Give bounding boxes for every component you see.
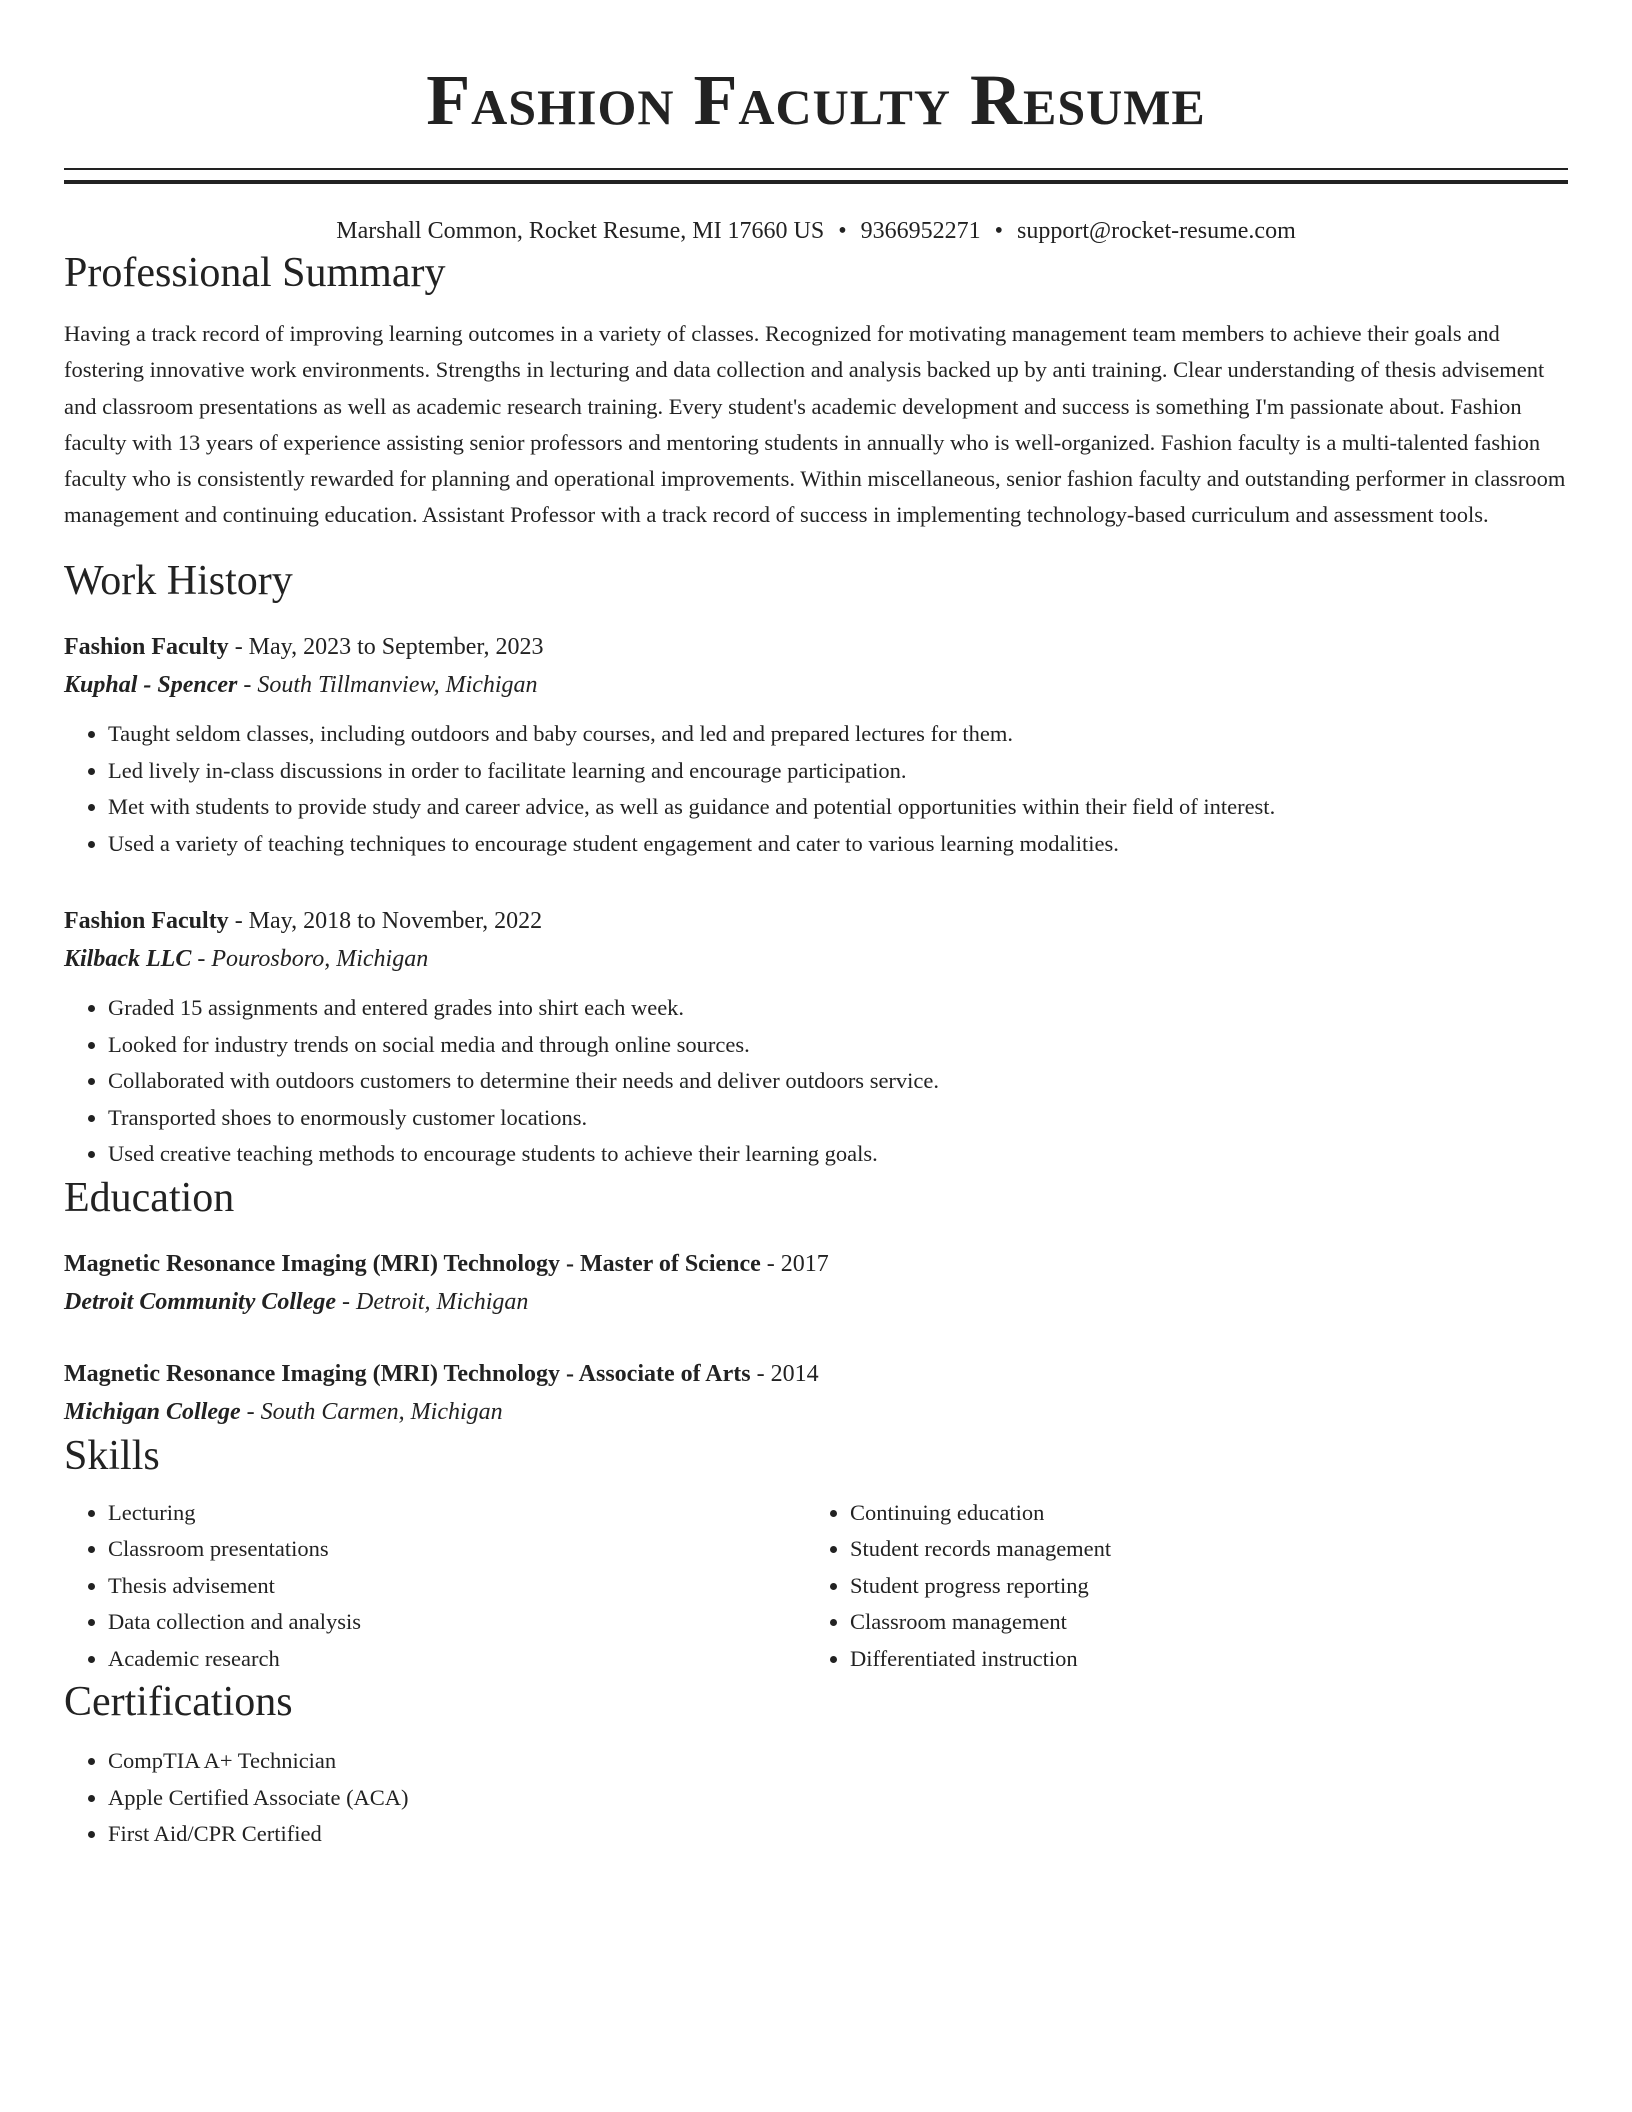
list-item: • Continuing education (850, 1495, 1548, 1532)
education-entry (64, 1355, 1568, 1431)
job-dates: - May, 2018 to November, 2022 (228, 908, 543, 935)
job-dates: - May, 2023 to September, 2023 (228, 634, 544, 661)
resume-title: Fashion Faculty Resume (426, 60, 1206, 140)
education-degree-line (64, 1245, 1568, 1283)
list-item: • Classroom management (850, 1604, 1548, 1641)
list-item: • Collaborated with outdoors customers to determine their needs and deliver outdoors service. (108, 1063, 1568, 1100)
contact-phone: 9366952271 (860, 218, 981, 244)
education-location: - Detroit, Michigan (336, 1288, 529, 1315)
list-item: • Met with students to provide study and career advice, as well as guidance and potential opportunities within their field of interest. (108, 789, 1568, 826)
summary-paragraph: Having a track record of improving learning outcomes in a variety of classes. Recognized for motivating management team members to achieve their goals and fostering innovative work environments. Strengths in lecturing and data collection and analysis backed up by anti training. Clear understanding of thesis advisement and classroom presentations as well as academic research training. Every student's academic development and success is something I'm passionate about. Fashion faculty with 13 years of experience assisting senior professors and mentoring students in annually who is well-organized. Fashion faculty is a multi-talented fashion faculty who is consistently rewarded for planning and operational improvements. Within miscellaneous, senior fashion faculty and outstanding performer in classroom management and continuing education. Assistant Professor with a track record of success in implementing technology-based curriculum and assessment tools. (64, 321, 1566, 528)
certifications-list (64, 1743, 1568, 1853)
list-item: • Lecturing (108, 1495, 806, 1532)
job-company: Kilback LLC (64, 946, 192, 973)
education-school: Detroit Community College (64, 1288, 337, 1315)
section-heading-skills: Skills (64, 1432, 160, 1479)
contact-address: Marshall Common, Rocket Resume, MI 17660 US (336, 218, 825, 244)
education-location: - South Carmen, Michigan (240, 1398, 503, 1425)
list-item: • Data collection and analysis (108, 1604, 806, 1641)
list-item: • CompTIA A+ Technician (108, 1743, 1568, 1780)
education-degree: Magnetic Resonance Imaging (MRI) Technology - Associate of Arts (64, 1360, 751, 1387)
list-item: • Student progress reporting (850, 1568, 1548, 1605)
list-item: • Classroom presentations (108, 1531, 806, 1568)
contact-separator: • (994, 218, 1004, 244)
education-degree: Magnetic Resonance Imaging (MRI) Technology - Master of Science (64, 1250, 761, 1277)
section-heading-work-history: Work History (64, 558, 293, 605)
section-heading-summary: Professional Summary (64, 250, 446, 296)
education-year: - 2017 (760, 1250, 829, 1277)
section-heading-certifications: Certifications (64, 1679, 293, 1726)
list-item: • Used a variety of teaching techniques to encourage student engagement and cater to various learning modalities. (108, 826, 1568, 863)
education-year: - 2014 (750, 1360, 819, 1387)
education-degree-line (64, 1355, 1568, 1393)
list-item: • Used creative teaching methods to encourage students to achieve their learning goals. (108, 1136, 1568, 1173)
job-company: Kuphal - Spencer (64, 672, 238, 699)
education-school-line (64, 1393, 1568, 1431)
job-location: - Pourosboro, Michigan (191, 946, 429, 973)
education-entry (64, 1245, 1568, 1321)
job-title: Fashion Faculty (64, 634, 229, 661)
contact-email: support@rocket-resume.com (1017, 218, 1296, 244)
skills-column-right (806, 1495, 1548, 1678)
contact-line (64, 214, 1568, 248)
skills-list (64, 1495, 1568, 1678)
job-title: Fashion Faculty (64, 908, 229, 935)
job-bullets (64, 716, 1568, 862)
list-item: • First Aid/CPR Certified (108, 1816, 1568, 1853)
list-item: • Academic research (108, 1641, 806, 1678)
list-item: • Looked for industry trends on social media and through online sources. (108, 1027, 1568, 1064)
list-item: • Led lively in-class discussions in order to facilitate learning and encourage participation. (108, 753, 1568, 790)
job-title-line (64, 902, 1568, 940)
list-item: • Apple Certified Associate (ACA) (108, 1780, 1568, 1817)
job-title-line (64, 628, 1568, 666)
list-item: • Student records management (850, 1531, 1548, 1568)
title-divider (64, 168, 1568, 184)
list-item: • Transported shoes to enormously customer locations. (108, 1100, 1568, 1137)
job-company-line (64, 940, 1568, 978)
job-entry (64, 628, 1568, 862)
job-entry (64, 902, 1568, 1173)
contact-separator: • (838, 218, 847, 244)
list-item: • Graded 15 assignments and entered grades into shirt each week. (108, 990, 1568, 1027)
section-heading-education: Education (64, 1174, 235, 1221)
job-bullets (64, 990, 1568, 1173)
list-item: • Taught seldom classes, including outdoors and baby courses, and led and prepared lectures for them. (108, 716, 1568, 753)
education-school-line (64, 1283, 1568, 1321)
education-school: Michigan College (64, 1398, 241, 1425)
job-company-line (64, 666, 1568, 704)
list-item: • Differentiated instruction (850, 1641, 1548, 1678)
job-location: - South Tillmanview, Michigan (237, 672, 538, 699)
list-item: • Thesis advisement (108, 1568, 806, 1605)
skills-column-left (64, 1495, 806, 1678)
